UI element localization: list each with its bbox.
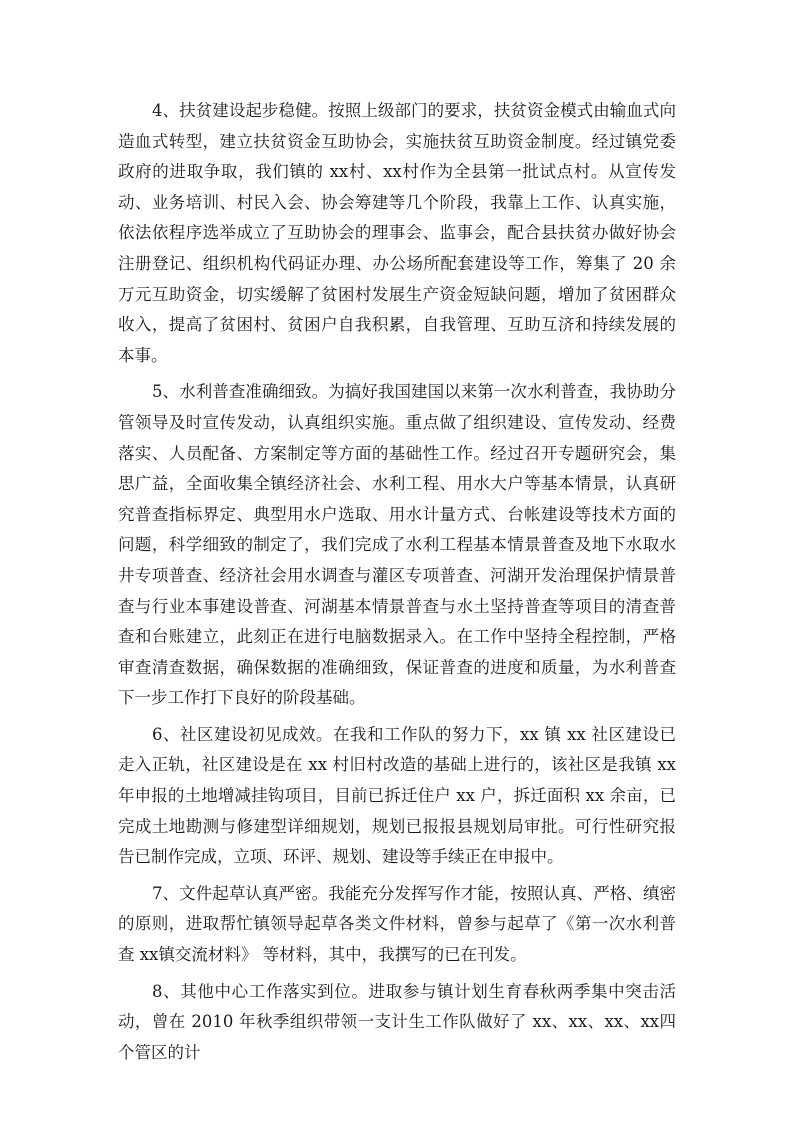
paragraph-document-drafting: 7、文件起草认真严密。我能充分发挥写作才能，按照认真、严格、缜密的原则，进取帮忙镇领导起草各类文件材料，曾参与起草了《第一次水利普查 xx镇交流材料》 等材料，其中，我撰写的已在刊发。 <box>118 883 676 965</box>
paragraph-other-central-work: 8、其他中心工作落实到位。进取参与镇计划生育春秋两季集中突击活动，曾在 2010 年秋季组织带领一支计生工作队做好了 xx、xx、xx、xx四个管区的计 <box>118 981 676 1062</box>
paragraph-water-census: 5、水利普查准确细致。为搞好我国建国以来第一次水利普查，我协助分管领导及时宣传发动，认真组织实施。重点做了组织建设、宣传发动、经费落实、人员配备、方案制定等方面的基础性工作。经过召开专题研究会，集思广益，全面收集全镇经济社会、水利工程、用水大户等基本情景，认真研究普查指标界定、典型用水户选取、用水计量方式、台帐建设等技术方面的问题，科学细致的制定了，我们完成了水利工程基本情景普查及地下水取水井专项普查、经济社会用水调查与灌区专项普查、河湖开发治理保护情景普查与行业本事建设普查、河湖基本情景普查与水土坚持普查等项目的清查普查和台账建立，此刻正在进行电脑数据录入。在工作中坚持全程控制，严格审查清查数据，确保数据的准确细致，保证普查的进度和质量，为水利普查下一步工作打下良好的阶段基础。 <box>118 382 676 708</box>
paragraph-community-construction: 6、社区建设初见成效。在我和工作队的努力下，xx 镇 xx 社区建设已走入正轨，社区建设是在 xx 村旧村改造的基础上进行的，该社区是我镇 xx 年申报的土地增减挂钩项目，目前已拆迁住户 xx 户，拆迁面积 xx 余亩，已完成土地勘测与修建型详细规划，规划已报报县规划局审批。可行性研究报告已制作完成，立项、环评、规划、建设等手续正在申报中。 <box>118 724 676 867</box>
document-body <box>118 96 676 1074</box>
paragraph-poverty-alleviation: 4、扶贫建设起步稳健。按照上级部门的要求，扶贫资金模式由输血式向造血式转型，建立扶贫资金互助协会，实施扶贫互助资金制度。经过镇党委政府的进取争取，我们镇的 xx村、xx村作为全县第一批试点村。从宣传发动、业务培训、村民入会、协会筹建等几个阶段，我靠上工作、认真实施，依法依程序选举成立了互助协会的理事会、监事会，配合县扶贫办做好协会注册登记、组织机构代码证办理、办公场所配套建设等工作，筹集了 20 余万元互助资金，切实缓解了贫困村发展生产资金短缺问题，增加了贫困群众收入，提高了贫困村、贫困户自我积累，自我管理、互助互济和持续发展的本事。 <box>118 101 676 365</box>
